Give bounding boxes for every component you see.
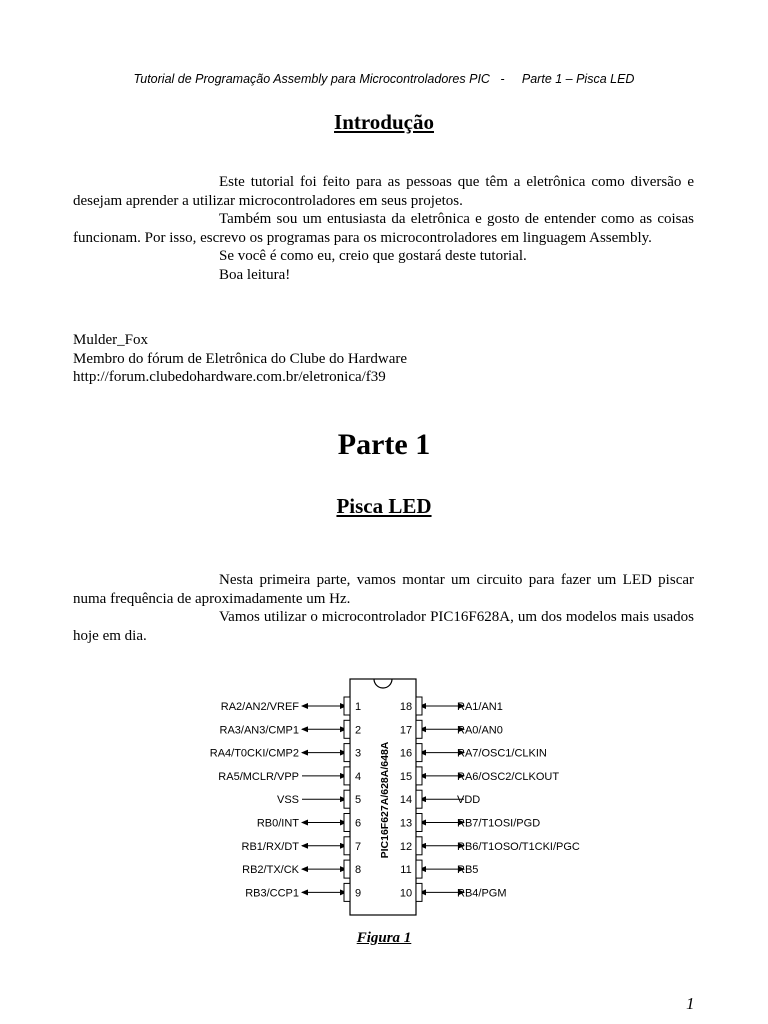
pin-9 xyxy=(245,883,361,901)
pin-11-label: RB5 xyxy=(457,864,479,877)
pin-14-number: 14 xyxy=(399,794,413,807)
page-header: Tutorial de Programação Assembly para Microcontroladores PIC - Parte 1 – Pisca LED xyxy=(133,72,635,86)
pin-8-lead xyxy=(344,860,350,878)
pin-14-label: VDD xyxy=(457,794,481,807)
intro-paragraph-1: Este tutorial foi feito para as pessoas que têm a eletrônica como diversão e desejam aprender a utilizar microcontroladores em seus projetos. xyxy=(73,174,694,209)
pin-7-lead xyxy=(344,837,350,855)
part-paragraph-1: Nesta primeira parte, vamos montar um circuito para fazer um LED piscar numa frequência de aproximadamente um Hz. xyxy=(73,572,694,607)
pin-17-label: RA0/AN0 xyxy=(457,724,503,737)
pin-11-number: 11 xyxy=(400,864,412,877)
pin-4-label: RA5/MCLR/VPP xyxy=(218,770,299,783)
pin-10-number: 10 xyxy=(399,887,413,900)
pin-12-lead xyxy=(416,837,422,855)
pin-17-number: 17 xyxy=(399,724,413,737)
pin-16-lead xyxy=(416,744,422,762)
author-role: Membro do fórum de Eletrônica do Clube do Hardware xyxy=(73,350,408,367)
pin-4 xyxy=(218,767,361,785)
part-title: Parte 1 xyxy=(337,428,431,461)
pin-7-label: RB1/RX/DT xyxy=(241,840,299,853)
pin-4-number: 4 xyxy=(354,770,362,783)
pin-15-lead xyxy=(416,767,422,785)
pin-9-number: 9 xyxy=(354,887,362,900)
chip-part-number: PIC16F627A/628A/648A xyxy=(379,741,391,859)
intro-paragraph-3: Se você é como eu, creio que gostará deste tutorial. xyxy=(219,248,527,264)
pin-16-number: 16 xyxy=(399,747,413,760)
pin-3-lead xyxy=(344,744,350,762)
intro-title: Introdução xyxy=(334,110,434,134)
pin-6-label: RB0/INT xyxy=(256,817,299,830)
pin-2-lead xyxy=(344,720,350,738)
pin-3 xyxy=(210,744,361,762)
pin-5-lead xyxy=(344,790,350,808)
pin-8 xyxy=(242,860,361,878)
pin-16-label: RA7/OSC1/CLKIN xyxy=(457,747,547,760)
author-url[interactable]: http://forum.clubedohardware.com.br/eletronica/f39 xyxy=(73,369,386,385)
pin-7-number: 7 xyxy=(354,840,362,853)
pin-1-number: 1 xyxy=(354,701,362,713)
pin-2 xyxy=(220,720,362,738)
pin-11-lead xyxy=(416,860,422,878)
pin-10-label: RB4/PGM xyxy=(457,887,507,900)
part-subtitle: Pisca LED xyxy=(336,494,432,518)
intro-paragraph-2: Também sou um entusiasta da eletrônica e gosto de entender como as coisas funcionam. Por isso, escrevo os programas para os microcontroladores em linguagem Assembly. xyxy=(73,211,694,246)
pin-15-number: 15 xyxy=(399,770,413,783)
pin-5-label: VSS xyxy=(276,794,299,807)
pin-14-lead xyxy=(416,790,422,808)
intro-paragraph-4: Boa leitura! xyxy=(219,266,291,283)
figure-caption: Figura 1 xyxy=(356,930,412,946)
pin-13 xyxy=(400,814,540,832)
pin-12-label: RB6/T1OSO/T1CKI/PGC xyxy=(457,840,580,853)
pin-8-label: RB2/TX/CK xyxy=(242,864,299,877)
pin-1-lead xyxy=(344,697,350,715)
pin-1 xyxy=(221,697,361,715)
pin-12-number: 12 xyxy=(399,840,413,853)
pin-6 xyxy=(257,814,361,832)
pin-3-label: RA4/T0CKI/CMP2 xyxy=(209,747,299,760)
pin-6-lead xyxy=(344,814,350,832)
pin-13-lead xyxy=(416,814,422,832)
pin-18-lead xyxy=(416,697,422,715)
pin-8-number: 8 xyxy=(354,864,362,877)
pin-3-number: 3 xyxy=(354,747,362,760)
pin-9-label: RB3/CCP1 xyxy=(245,887,299,900)
pin-2-number: 2 xyxy=(354,724,362,737)
pin-1-label: RA2/AN2/VREF xyxy=(220,701,299,713)
pin-12 xyxy=(400,837,580,855)
pin-13-number: 13 xyxy=(399,817,413,830)
pin-6-number: 6 xyxy=(354,817,362,830)
pin-15 xyxy=(400,767,559,785)
pin-5-number: 5 xyxy=(354,794,362,807)
pin-9-lead xyxy=(344,883,350,901)
pin-10 xyxy=(400,883,507,901)
author-name: Mulder_Fox xyxy=(73,332,148,348)
pin-2-label: RA3/AN3/CMP1 xyxy=(219,724,299,737)
pin-13-label: RB7/T1OSI/PGD xyxy=(457,817,541,830)
pin-15-label: RA6/OSC2/CLKOUT xyxy=(457,770,560,783)
pin-5 xyxy=(277,790,361,808)
pin-16 xyxy=(400,744,547,762)
pin-4-lead xyxy=(344,767,350,785)
page-number: 1 xyxy=(686,994,695,1013)
pin-17-lead xyxy=(416,720,422,738)
pin-18-number: 18 xyxy=(399,701,413,713)
pin-18-label: RA1/AN1 xyxy=(457,701,503,713)
pin-10-lead xyxy=(416,883,422,901)
pin-7 xyxy=(242,837,362,855)
part-paragraph-2: Vamos utilizar o microcontrolador PIC16F628A, um dos modelos mais usados hoje em dia. xyxy=(73,609,694,644)
